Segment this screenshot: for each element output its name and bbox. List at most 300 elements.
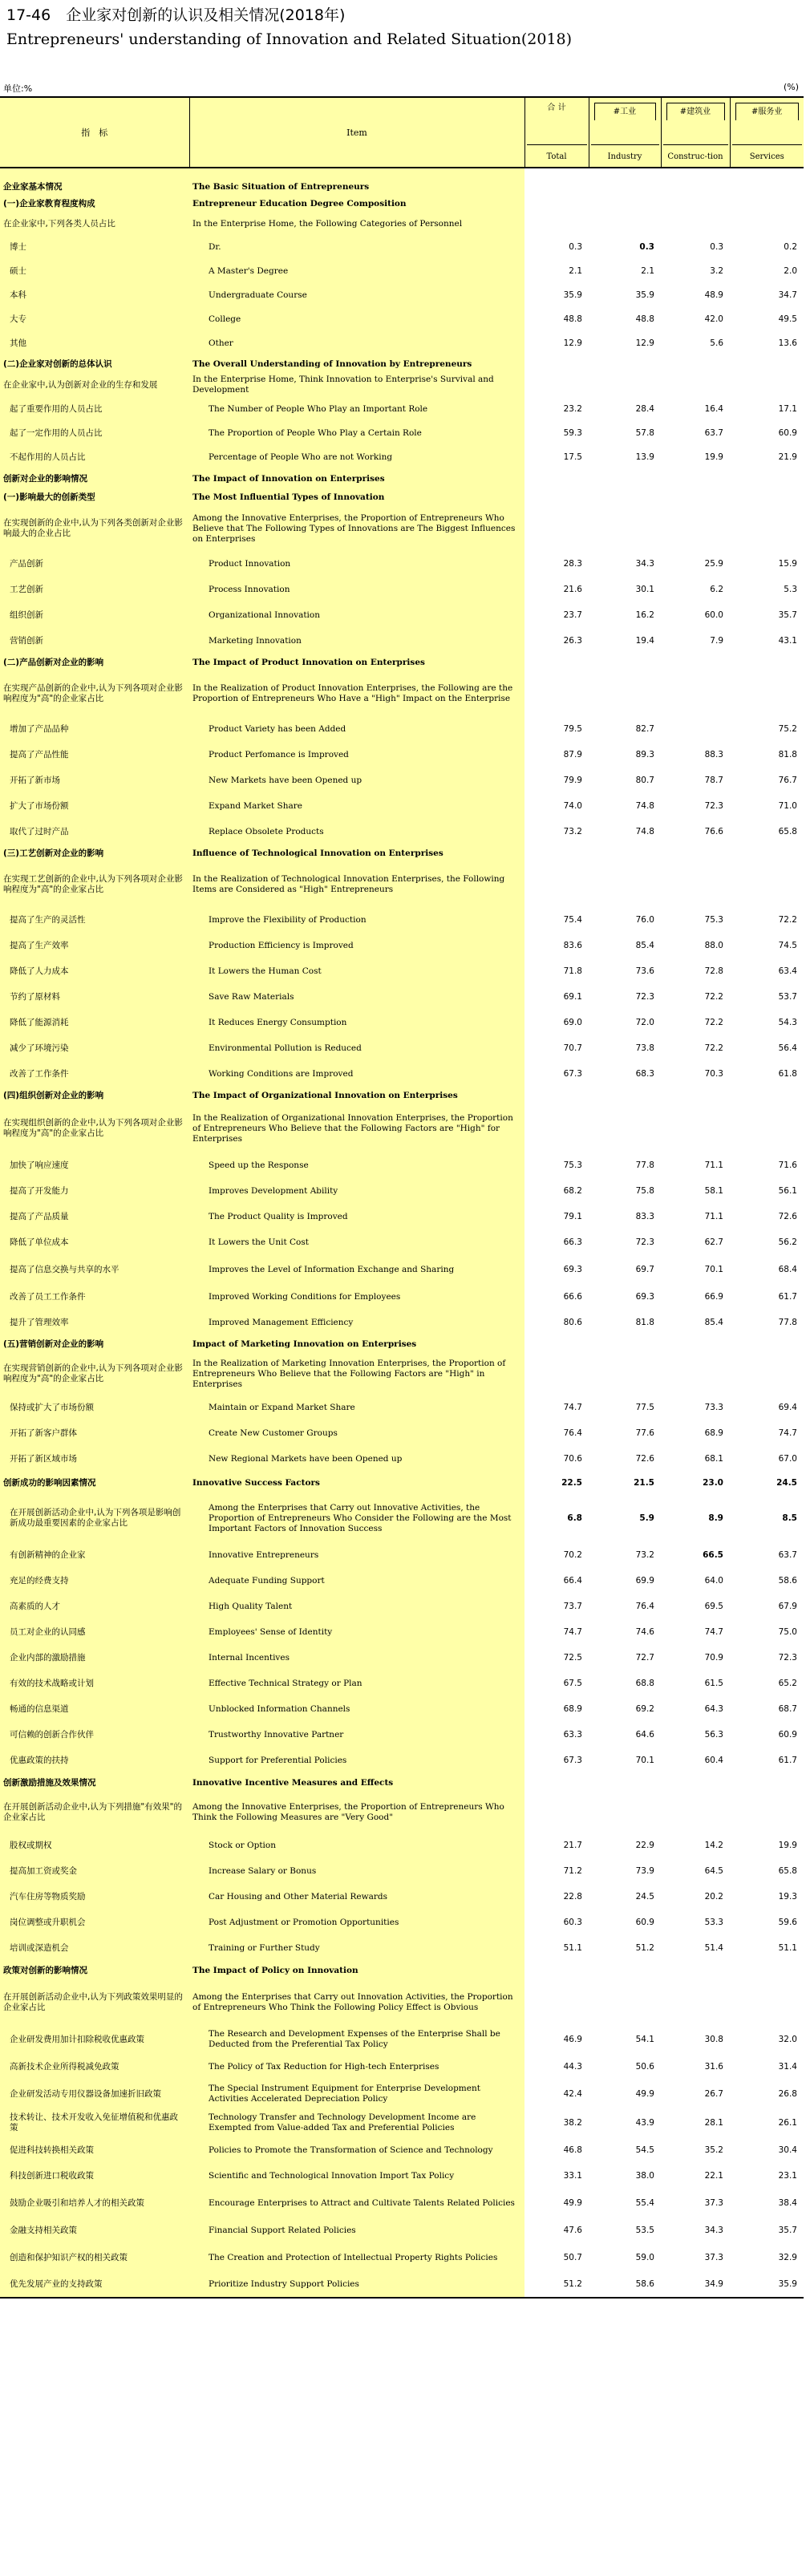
table-row xyxy=(0,1395,804,1420)
item-en: Percentage of People Who are not Working xyxy=(189,445,524,469)
indicator-zh: 营销创新 xyxy=(0,628,189,654)
value-construction: 72.2 xyxy=(704,991,723,1002)
value-industry: 80.7 xyxy=(635,775,654,785)
value-total: 26.3 xyxy=(563,635,582,646)
table-row xyxy=(0,2243,804,2272)
table-row xyxy=(0,1152,804,1178)
value-construction: 72.2 xyxy=(704,1017,723,1027)
indicator-zh: 充足的经费支持 xyxy=(0,1568,189,1594)
value-services: 65.2 xyxy=(778,1678,797,1688)
item-en: The Special Instrument Equipment for Enterprise Development Activities Accelerated Depreciation Policy xyxy=(189,2080,524,2108)
indicator-zh: 在实现营销创新的企业中,认为下列各项对企业影响程度为"高"的企业家占比 xyxy=(0,1353,189,1395)
table-row xyxy=(0,1353,804,1395)
table-row xyxy=(0,577,804,602)
value-services xyxy=(730,1087,804,1104)
value-construction: 30.8 xyxy=(704,2034,723,2044)
value-services: 75.2 xyxy=(778,723,797,734)
value-industry xyxy=(589,469,661,488)
indicator-zh: 降低了单位成本 xyxy=(0,1229,189,1255)
table-row xyxy=(0,602,804,628)
indicator-zh: 培训或深造机会 xyxy=(0,1935,189,1961)
item-en: Process Innovation xyxy=(189,577,524,602)
value-construction: 71.1 xyxy=(704,1160,723,1170)
value-total: 69.0 xyxy=(563,1017,582,1027)
value-industry: 72.0 xyxy=(635,1017,654,1027)
indicator-zh: 提高加工资或奖金 xyxy=(0,1858,189,1884)
value-construction: 75.3 xyxy=(704,914,723,925)
value-industry xyxy=(589,1104,661,1152)
value-services: 17.1 xyxy=(778,403,797,414)
value-total: 2.1 xyxy=(569,265,582,276)
value-construction: 78.7 xyxy=(704,775,723,785)
value-services xyxy=(730,1773,804,1792)
subsection-row xyxy=(0,488,804,506)
indicator-zh: 在企业家中,下列各类人员占比 xyxy=(0,213,189,235)
item-en: The Research and Development Expenses of the Enterprise Shall be Deducted from the Preferential Tax Policy xyxy=(189,2025,524,2054)
value-industry: 50.6 xyxy=(635,2061,654,2072)
item-en: The Proportion of People Who Play a Certain Role xyxy=(189,421,524,445)
value-services: 31.4 xyxy=(778,2061,797,2072)
item-en: Improve the Flexibility of Production xyxy=(189,907,524,933)
value-industry: 48.8 xyxy=(635,314,654,324)
value-industry xyxy=(589,671,661,716)
item-en: High Quality Talent xyxy=(189,1594,524,1619)
item-en: Undergraduate Course xyxy=(189,283,524,307)
value-construction: 51.4 xyxy=(704,1942,723,1953)
item-en: Improves Development Ability xyxy=(189,1178,524,1204)
value-construction xyxy=(661,506,730,551)
value-total: 73.7 xyxy=(563,1601,582,1611)
indicator-zh: 在实现组织创新的企业中,认为下列各项对企业影响程度为"高"的企业家占比 xyxy=(0,1104,189,1152)
indicator-zh: (四)组织创新对企业的影响 xyxy=(0,1087,189,1104)
indicator-zh: 政策对创新的影响情况 xyxy=(0,1961,189,1980)
value-industry xyxy=(589,195,661,213)
value-industry xyxy=(589,1087,661,1104)
value-industry: 54.1 xyxy=(635,2034,654,2044)
value-services: 65.8 xyxy=(778,1865,797,1876)
value-total: 70.6 xyxy=(563,1453,582,1464)
value-construction xyxy=(661,862,730,907)
unit-label-right: (%) xyxy=(783,82,799,92)
value-services: 26.8 xyxy=(778,2088,797,2099)
value-construction xyxy=(661,488,730,506)
table-row xyxy=(0,933,804,958)
table-row xyxy=(0,742,804,768)
value-construction: 31.6 xyxy=(704,2061,723,2072)
value-services xyxy=(730,862,804,907)
spacer-row xyxy=(0,168,804,179)
item-en: Influence of Technological Innovation on Enterprises xyxy=(189,844,524,862)
value-services: 23.1 xyxy=(778,2170,797,2181)
value-construction: 35.2 xyxy=(704,2145,723,2155)
item-en: Among the Innovative Enterprises, the Proportion of Entrepreneurs Who Believe that The Following Types of Innovations are The Biggest Influences on Enterprises xyxy=(189,506,524,551)
value-services xyxy=(730,1961,804,1980)
value-construction: 58.1 xyxy=(704,1185,723,1196)
value-services: 76.7 xyxy=(778,775,797,785)
table-row xyxy=(0,1594,804,1619)
indicator-zh: 降低了人力成本 xyxy=(0,958,189,984)
value-industry: 69.2 xyxy=(635,1703,654,1714)
item-en: Training or Further Study xyxy=(189,1935,524,1961)
value-industry: 58.6 xyxy=(589,2272,661,2298)
value-industry: 0.3 xyxy=(639,241,654,252)
indicator-zh: 高新技术企业所得税减免政策 xyxy=(0,2054,189,2080)
table-row xyxy=(0,1446,804,1472)
value-construction: 53.3 xyxy=(704,1917,723,1927)
item-en: Maintain or Expand Market Share xyxy=(189,1395,524,1420)
table-row xyxy=(0,1748,804,1773)
value-industry: 35.9 xyxy=(635,290,654,300)
value-total xyxy=(524,355,589,373)
value-services: 60.9 xyxy=(778,1729,797,1740)
value-industry xyxy=(589,1980,661,2025)
table-row xyxy=(0,283,804,307)
value-total: 21.7 xyxy=(563,1840,582,1850)
value-services: 71.6 xyxy=(778,1160,797,1170)
value-total: 74.0 xyxy=(563,800,582,811)
item-en: Marketing Innovation xyxy=(189,628,524,654)
indicator-zh: 提高了产品质量 xyxy=(0,1204,189,1229)
table-body xyxy=(0,168,804,2298)
value-total: 87.9 xyxy=(563,749,582,759)
value-total: 44.3 xyxy=(563,2061,582,2072)
value-industry: 72.3 xyxy=(635,991,654,1002)
value-construction: 73.3 xyxy=(704,1402,723,1412)
value-construction xyxy=(661,1353,730,1395)
value-total: 33.1 xyxy=(563,2170,582,2181)
header-construction-zh: #建筑业 xyxy=(666,103,725,120)
item-en: Financial Support Related Policies xyxy=(189,2218,524,2243)
value-construction: 88.0 xyxy=(704,940,723,950)
value-construction: 68.1 xyxy=(704,1453,723,1464)
value-services: 63.4 xyxy=(778,966,797,976)
indicator-zh: 在实现创新的企业中,认为下列各类创新对企业影响最大的企业占比 xyxy=(0,506,189,551)
value-total: 83.6 xyxy=(563,940,582,950)
value-industry: 22.9 xyxy=(635,1840,654,1850)
item-en: Post Adjustment or Promotion Opportunities xyxy=(189,1910,524,1935)
value-total: 23.2 xyxy=(563,403,582,414)
unit-label: 单位:% xyxy=(3,83,33,94)
item-en: Employees' Sense of Identity xyxy=(189,1619,524,1645)
indicator-zh: 组织创新 xyxy=(0,602,189,628)
item-en: Stock or Option xyxy=(189,1833,524,1858)
value-construction: 6.2 xyxy=(710,584,723,594)
value-industry xyxy=(589,373,661,397)
value-construction xyxy=(661,1773,730,1792)
indicator-zh: 起了重要作用的人员占比 xyxy=(0,397,189,421)
value-construction xyxy=(661,1087,730,1104)
item-en: New Markets have been Opened up xyxy=(189,768,524,793)
value-services: 38.4 xyxy=(778,2197,797,2208)
header-services xyxy=(730,97,804,168)
spacer-cell xyxy=(730,168,804,179)
indicator-zh: 股权或期权 xyxy=(0,1833,189,1858)
value-construction xyxy=(661,654,730,671)
value-industry: 77.6 xyxy=(635,1428,654,1438)
table-row xyxy=(0,1792,804,1833)
section-row xyxy=(0,179,804,195)
item-en: Innovative Entrepreneurs xyxy=(189,1542,524,1568)
indicator-zh: 减少了环境污染 xyxy=(0,1035,189,1061)
table-row xyxy=(0,2218,804,2243)
value-construction: 85.4 xyxy=(704,1317,723,1327)
value-total: 66.4 xyxy=(563,1575,582,1586)
value-construction: 70.9 xyxy=(704,1652,723,1663)
subsection-row xyxy=(0,654,804,671)
value-construction: 8.9 xyxy=(708,1513,723,1523)
item-en: Encourage Enterprises to Attract and Cultivate Talents Related Policies xyxy=(189,2189,524,2218)
indicator-zh: 提高了生产的灵活性 xyxy=(0,907,189,933)
indicator-zh: 创新成功的影响因素情况 xyxy=(0,1472,189,1494)
value-construction xyxy=(661,213,730,235)
table-row xyxy=(0,1542,804,1568)
indicator-zh: 提升了管理效率 xyxy=(0,1310,189,1335)
value-industry xyxy=(589,1961,661,1980)
value-total: 74.7 xyxy=(563,1402,582,1412)
item-en: Car Housing and Other Material Rewards xyxy=(189,1884,524,1910)
indicator-zh: 硕士 xyxy=(0,259,189,283)
indicator-zh: 在实现产品创新的企业中,认为下列各项对企业影响程度为"高"的企业家占比 xyxy=(0,671,189,716)
header-total xyxy=(524,97,589,168)
item-en: Among the Innovative Enterprises, the Proportion of Entrepreneurs Who Think the Following Measures are "Very Good" xyxy=(189,1792,524,1833)
value-services: 65.8 xyxy=(778,826,797,836)
value-construction: 56.3 xyxy=(704,1729,723,1740)
item-en: Impact of Marketing Innovation on Enterprises xyxy=(189,1335,524,1353)
item-en: Policies to Promote the Transformation of Science and Technology xyxy=(189,2137,524,2163)
indicator-zh: 员工对企业的认同感 xyxy=(0,1619,189,1645)
value-industry: 28.4 xyxy=(635,403,654,414)
value-industry: 74.6 xyxy=(635,1626,654,1637)
value-construction: 42.0 xyxy=(704,314,723,324)
value-construction: 68.9 xyxy=(704,1428,723,1438)
value-total: 79.9 xyxy=(563,775,582,785)
value-total xyxy=(524,1980,589,2025)
indicator-zh: 提高了生产效率 xyxy=(0,933,189,958)
indicator-zh: 开拓了新区域市场 xyxy=(0,1446,189,1472)
value-construction: 37.3 xyxy=(704,2252,723,2262)
value-services: 56.1 xyxy=(778,1185,797,1196)
table-row xyxy=(0,1645,804,1671)
value-industry: 72.3 xyxy=(635,1237,654,1247)
value-services: 26.1 xyxy=(778,2117,797,2128)
value-services xyxy=(730,1980,804,2025)
value-total: 60.3 xyxy=(563,1917,582,1927)
value-industry: 77.5 xyxy=(635,1402,654,1412)
value-construction xyxy=(661,1335,730,1353)
spacer-cell xyxy=(189,168,524,179)
indicator-zh: (一)企业家教育程度构成 xyxy=(0,195,189,213)
value-total: 51.1 xyxy=(563,1942,582,1953)
subsection-row xyxy=(0,355,804,373)
value-industry xyxy=(589,654,661,671)
item-en: It Lowers the Human Cost xyxy=(189,958,524,984)
table-row xyxy=(0,2025,804,2054)
item-en: Support for Preferential Policies xyxy=(189,1748,524,1773)
value-total: 69.3 xyxy=(563,1264,582,1274)
value-construction: 48.9 xyxy=(704,290,723,300)
value-services: 35.9 xyxy=(730,2272,804,2298)
table-row xyxy=(0,1619,804,1645)
value-services: 75.0 xyxy=(778,1626,797,1637)
spacer-cell xyxy=(524,168,589,179)
value-construction xyxy=(661,1104,730,1152)
item-en: Innovative Incentive Measures and Effects xyxy=(189,1773,524,1792)
value-services: 77.8 xyxy=(778,1317,797,1327)
value-construction: 64.0 xyxy=(704,1575,723,1586)
value-construction: 66.9 xyxy=(704,1291,723,1302)
value-construction: 88.3 xyxy=(704,749,723,759)
indicator-zh: 在企业家中,认为创新对企业的生存和发展 xyxy=(0,373,189,397)
value-services: 58.6 xyxy=(778,1575,797,1586)
value-industry: 19.4 xyxy=(635,635,654,646)
value-total: 67.3 xyxy=(563,1068,582,1079)
value-construction xyxy=(661,716,730,742)
indicator-zh: 鼓励企业吸引和培养人才的相关政策 xyxy=(0,2189,189,2218)
value-total: 69.1 xyxy=(563,991,582,1002)
value-construction: 60.0 xyxy=(704,610,723,620)
value-construction xyxy=(661,373,730,397)
indicator-zh: 提高了信息交换与共享的水平 xyxy=(0,1255,189,1284)
value-total xyxy=(524,1104,589,1152)
table-row xyxy=(0,259,804,283)
value-construction xyxy=(661,1792,730,1833)
table-title-en: Entrepreneurs' understanding of Innovation and Related Situation(2018) xyxy=(6,30,573,48)
value-industry: 73.6 xyxy=(635,966,654,976)
value-total: 51.2 xyxy=(524,2272,589,2298)
value-total: 46.8 xyxy=(563,2145,582,2155)
value-industry xyxy=(589,1792,661,1833)
item-en: The Basic Situation of Entrepreneurs xyxy=(189,179,524,195)
value-services: 32.0 xyxy=(778,2034,797,2044)
table-row xyxy=(0,1255,804,1284)
header-services-en: Services xyxy=(732,144,803,162)
value-construction: 5.6 xyxy=(710,338,723,348)
value-construction: 60.4 xyxy=(704,1755,723,1765)
indicator-zh: 大专 xyxy=(0,307,189,331)
value-total: 71.8 xyxy=(563,966,582,976)
item-en: Expand Market Share xyxy=(189,793,524,819)
value-services: 35.7 xyxy=(778,2225,797,2235)
value-industry: 34.3 xyxy=(635,558,654,569)
value-industry: 55.4 xyxy=(635,2197,654,2208)
value-industry: 57.8 xyxy=(635,427,654,438)
item-en: Improves the Level of Information Exchange and Sharing xyxy=(189,1255,524,1284)
value-total xyxy=(524,488,589,506)
table-row xyxy=(0,2080,804,2108)
item-en: Adequate Funding Support xyxy=(189,1568,524,1594)
value-total xyxy=(524,1961,589,1980)
value-construction: 37.3 xyxy=(704,2197,723,2208)
item-en: Scientific and Technological Innovation Import Tax Policy xyxy=(189,2163,524,2189)
value-industry xyxy=(589,179,661,195)
header-services-zh: #服务业 xyxy=(735,103,800,120)
value-construction: 63.7 xyxy=(704,427,723,438)
value-services: 72.2 xyxy=(778,914,797,925)
value-construction: 3.2 xyxy=(710,265,723,276)
indicator-zh: 博士 xyxy=(0,235,189,259)
indicator-zh: 岗位调整或升职机会 xyxy=(0,1910,189,1935)
value-industry: 74.8 xyxy=(635,826,654,836)
item-en: Product Perfomance is Improved xyxy=(189,742,524,768)
value-services: 30.4 xyxy=(778,2145,797,2155)
value-industry: 16.2 xyxy=(635,610,654,620)
table-row xyxy=(0,1284,804,1310)
value-total: 74.7 xyxy=(563,1626,582,1637)
value-construction: 14.2 xyxy=(704,1840,723,1850)
value-total: 49.9 xyxy=(563,2197,582,2208)
value-services: 35.7 xyxy=(778,610,797,620)
indicator-zh: 节约了原材料 xyxy=(0,984,189,1010)
value-services: 69.4 xyxy=(778,1402,797,1412)
item-en: Product Variety has been Added xyxy=(189,716,524,742)
value-services xyxy=(730,1335,804,1353)
value-industry: 73.9 xyxy=(635,1865,654,1876)
indicator-zh: 优先发展产业的支持政策 xyxy=(0,2272,189,2298)
value-industry xyxy=(589,844,661,862)
indicator-zh: 开拓了新客户群体 xyxy=(0,1420,189,1446)
indicator-zh: 促进科技转换相关政策 xyxy=(0,2137,189,2163)
item-en: Save Raw Materials xyxy=(189,984,524,1010)
indicator-zh: 企业内部的激励措施 xyxy=(0,1645,189,1671)
value-construction: 72.2 xyxy=(704,1043,723,1053)
indicator-zh: (二)企业家对创新的总体认识 xyxy=(0,355,189,373)
value-services: 8.5 xyxy=(782,1513,797,1523)
value-services: 81.8 xyxy=(778,749,797,759)
table-row xyxy=(0,551,804,577)
value-total: 75.4 xyxy=(563,914,582,925)
value-construction xyxy=(661,355,730,373)
value-construction: 28.1 xyxy=(704,2117,723,2128)
item-en: Other xyxy=(189,331,524,355)
value-services: 56.4 xyxy=(778,1043,797,1053)
value-total: 66.3 xyxy=(563,1237,582,1247)
value-industry: 72.6 xyxy=(635,1453,654,1464)
value-total: 46.9 xyxy=(563,2034,582,2044)
table-row xyxy=(0,331,804,355)
indicator-zh: 起了一定作用的人员占比 xyxy=(0,421,189,445)
value-services: 67.9 xyxy=(778,1601,797,1611)
table-row xyxy=(0,1310,804,1335)
value-services: 61.7 xyxy=(778,1291,797,1302)
value-industry: 51.2 xyxy=(635,1942,654,1953)
indicator-zh: 改善了工作条件 xyxy=(0,1061,189,1087)
value-industry: 21.5 xyxy=(634,1477,654,1488)
item-en: In the Enterprise Home, the Following Categories of Personnel xyxy=(189,213,524,235)
value-services xyxy=(730,1353,804,1395)
indicator-zh: 在实现工艺创新的企业中,认为下列各项对企业影响程度为"高"的企业家占比 xyxy=(0,862,189,907)
value-total: 72.5 xyxy=(563,1652,582,1663)
value-services xyxy=(730,844,804,862)
header-industry xyxy=(589,97,661,168)
header-industry-en: Industry xyxy=(591,144,659,162)
table-row xyxy=(0,862,804,907)
indicator-zh: 科技创新进口税收政策 xyxy=(0,2163,189,2189)
table-row xyxy=(0,1935,804,1961)
value-industry: 59.0 xyxy=(635,2252,654,2262)
indicator-zh: 技术转让、技术开发收入免征增值税和优惠政策 xyxy=(0,2108,189,2137)
item-en: The Policy of Tax Reduction for High-tech Enterprises xyxy=(189,2054,524,2080)
spacer-cell xyxy=(589,168,661,179)
value-total: 70.7 xyxy=(563,1043,582,1053)
section-row xyxy=(0,469,804,488)
value-services: 72.6 xyxy=(778,1211,797,1221)
indicator-zh: 创新激励措施及效果情况 xyxy=(0,1773,189,1792)
value-industry: 69.3 xyxy=(635,1291,654,1302)
table-row xyxy=(0,1229,804,1255)
value-services: 43.1 xyxy=(778,635,797,646)
item-en: Unblocked Information Channels xyxy=(189,1696,524,1722)
value-services: 67.0 xyxy=(778,1453,797,1464)
